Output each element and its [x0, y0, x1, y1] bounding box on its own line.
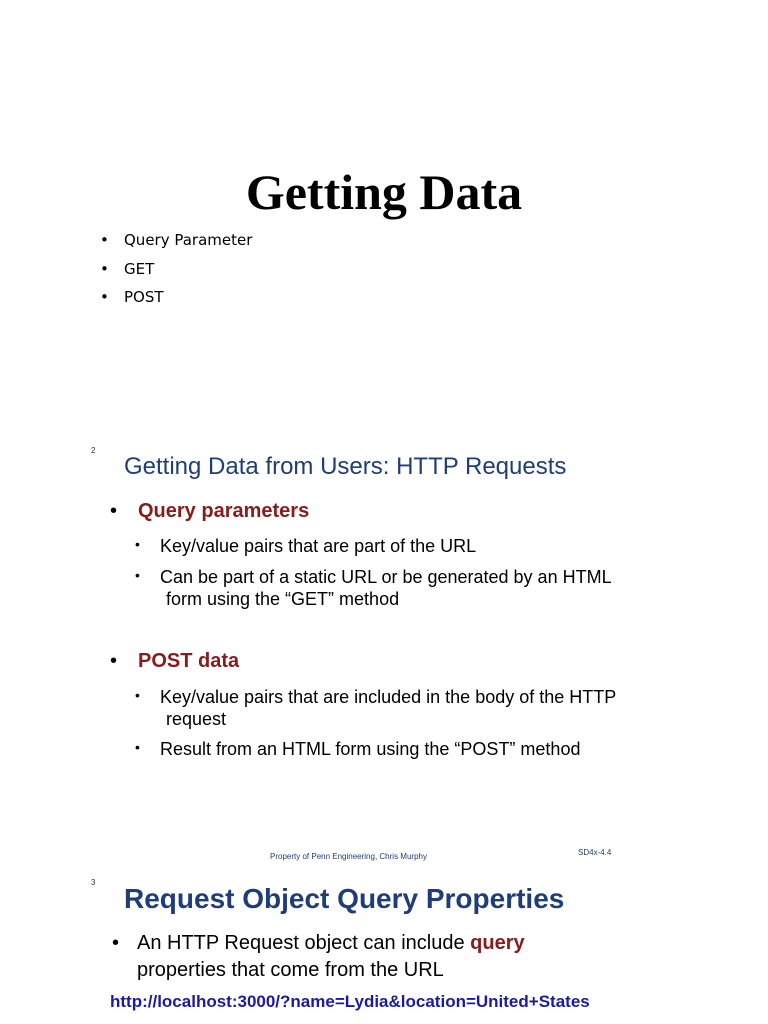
bullet-icon: •: [112, 932, 120, 954]
slide-title: Getting Data from Users: HTTP Requests: [124, 453, 567, 480]
page-number: 3: [91, 878, 96, 887]
footer-text: Property of Penn Engineering, Chris Murphy: [270, 852, 427, 861]
list-item: [135, 738, 695, 760]
bullet-text: POST: [124, 288, 164, 306]
bullet-item: [112, 930, 525, 956]
highlight-text: query: [470, 932, 525, 954]
bullet-text: Query Parameter: [124, 231, 253, 249]
list-item-text-cont: request: [166, 709, 227, 729]
slide-1: [0, 0, 768, 432]
bullet-icon: •: [135, 739, 140, 755]
list-item-text: Result from an HTML form using the “POST” method: [160, 739, 581, 759]
page-number: 2: [91, 446, 96, 455]
bullet-text-cont: properties that come from the URL: [137, 959, 444, 981]
bullet-text: An HTTP Request object can include: [137, 932, 471, 954]
section-heading-text: POST data: [138, 650, 240, 672]
example-url: http://localhost:3000/?name=Lydia&location=United+States: [110, 992, 590, 1011]
list-item-text: Key/value pairs that are part of the URL: [160, 536, 477, 556]
section-heading-text: Query parameters: [138, 500, 310, 522]
list-item-text: Key/value pairs that are included in the body of the HTTP: [160, 687, 617, 707]
bullet-icon: •: [135, 687, 140, 703]
bullet-icon: •: [135, 567, 140, 583]
bullet-icon: •: [110, 500, 118, 522]
bullet-icon: •: [135, 536, 140, 552]
slide-3: [0, 868, 768, 1024]
list-item: [135, 686, 695, 730]
section-heading: [110, 648, 239, 674]
bullet-icon: •: [100, 260, 109, 278]
bullet-icon: •: [100, 231, 109, 249]
slide-2: [0, 432, 768, 868]
list-item-text-cont: form using the “GET” method: [166, 589, 400, 609]
slide-code: SD4x-4.4: [578, 848, 612, 857]
slide-title: Request Object Query Properties: [124, 883, 565, 914]
bullet-item: [100, 230, 252, 250]
bullet-icon: •: [110, 650, 118, 672]
bullet-text: GET: [124, 260, 155, 278]
list-item: [135, 566, 695, 610]
bullet-item: [100, 259, 154, 279]
list-item: [135, 535, 695, 557]
bullet-item: [100, 287, 164, 307]
section-heading: [110, 498, 309, 524]
list-item-text: Can be part of a static URL or be generated by an HTML: [160, 567, 612, 587]
slide-title: Getting Data: [245, 164, 523, 220]
bullet-icon: •: [100, 288, 109, 306]
